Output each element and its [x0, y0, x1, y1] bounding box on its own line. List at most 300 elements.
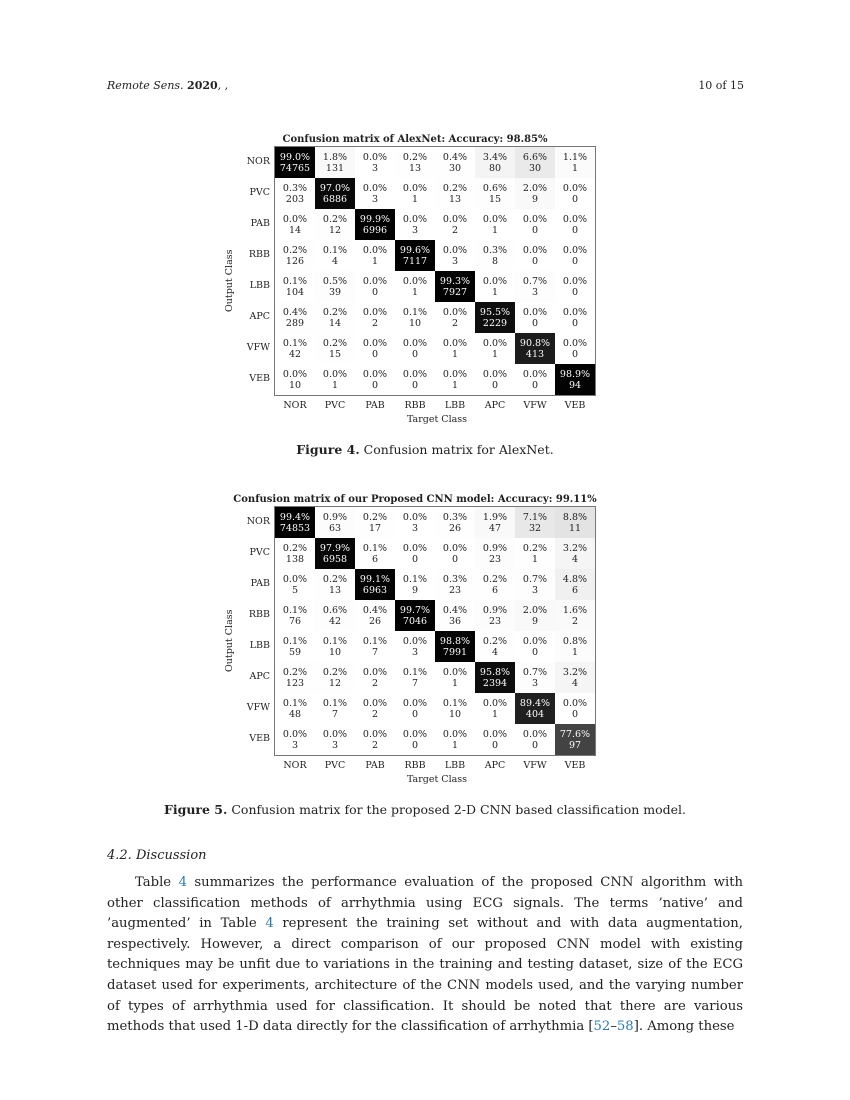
- cell-count: 10: [448, 708, 462, 720]
- cell-count: 12: [328, 224, 342, 236]
- matrix-cell: [315, 302, 355, 333]
- cell-percent: 99.7%: [399, 604, 431, 616]
- matrix-cell: [435, 724, 475, 755]
- cell-count: 0: [571, 348, 579, 360]
- column-label: APC: [484, 400, 506, 411]
- paragraph-text: –: [610, 1019, 617, 1035]
- matrix-cell: [395, 724, 435, 755]
- matrix-cell: [515, 538, 555, 569]
- cell-count: 7046: [402, 615, 428, 627]
- column-label: PAB: [365, 760, 385, 771]
- matrix-cell: [275, 631, 315, 662]
- cell-count: 1: [331, 379, 339, 391]
- cell-count: 2: [371, 739, 379, 751]
- cell-count: 7: [411, 677, 419, 689]
- paragraph-text: Table: [135, 875, 179, 890]
- cell-percent: 0.0%: [522, 368, 548, 380]
- cell-percent: 0.0%: [282, 368, 308, 380]
- cell-percent: 0.0%: [362, 151, 388, 163]
- matrix-cell: [355, 600, 395, 631]
- matrix-cell: [275, 569, 315, 600]
- matrix-cell: [475, 147, 515, 178]
- matrix-cell: [315, 271, 355, 302]
- figure-5-caption: [0, 802, 850, 817]
- cell-percent: 0.0%: [402, 368, 428, 380]
- matrix-cell: [555, 569, 595, 600]
- cell-percent: 0.1%: [282, 337, 308, 349]
- cell-percent: 0.2%: [322, 306, 348, 318]
- cell-count: 2229: [482, 317, 508, 329]
- cell-percent: 1.8%: [322, 151, 348, 163]
- cell-count: 203: [285, 193, 305, 205]
- cell-count: 14: [328, 317, 342, 329]
- caption-text: Confusion matrix for the proposed 2-D CNN based classification model.: [227, 802, 687, 817]
- cell-percent: 0.0%: [322, 368, 348, 380]
- row-label: PAB: [250, 218, 270, 229]
- matrix-cell: [355, 364, 395, 395]
- cell-percent: 0.0%: [522, 306, 548, 318]
- cell-percent: 0.1%: [282, 697, 308, 709]
- matrix-title: Confusion matrix of AlexNet: Accuracy: 98.85%: [282, 134, 548, 145]
- row-label: VEB: [249, 373, 270, 384]
- matrix-cell: [355, 178, 395, 209]
- cell-percent: 0.1%: [402, 666, 428, 678]
- cell-count: 10: [288, 379, 302, 391]
- cell-percent: 0.1%: [402, 306, 428, 318]
- cell-count: 1: [531, 553, 539, 565]
- x-axis-label: Target Class: [406, 414, 468, 425]
- matrix-cell: [435, 600, 475, 631]
- cell-percent: 0.1%: [322, 635, 348, 647]
- cell-count: 0: [531, 646, 539, 658]
- cell-count: 26: [448, 522, 462, 534]
- cell-percent: 0.2%: [482, 635, 508, 647]
- cell-percent: 99.9%: [359, 213, 391, 225]
- cell-percent: 0.3%: [482, 244, 508, 256]
- cell-count: 0: [371, 286, 379, 298]
- matrix-cell: [515, 631, 555, 662]
- cell-percent: 0.0%: [442, 666, 468, 678]
- cell-percent: 0.0%: [562, 275, 588, 287]
- matrix-cell: [435, 302, 475, 333]
- cell-percent: 0.0%: [442, 306, 468, 318]
- cell-count: 3: [411, 224, 419, 236]
- matrix-cell: [315, 693, 355, 724]
- cell-count: 0: [571, 317, 579, 329]
- cell-count: 1: [451, 739, 459, 751]
- cell-count: 63: [328, 522, 342, 534]
- matrix-cell: [435, 178, 475, 209]
- cell-count: 32: [528, 522, 542, 534]
- column-label: LBB: [444, 760, 466, 771]
- column-label: NOR: [283, 760, 307, 771]
- cell-percent: 0.0%: [562, 182, 588, 194]
- matrix-cell: [555, 693, 595, 724]
- matrix-cell: [275, 538, 315, 569]
- cell-count: 3: [371, 193, 379, 205]
- cell-count: 2: [571, 615, 579, 627]
- column-label: NOR: [283, 400, 307, 411]
- matrix-cell: [555, 631, 595, 662]
- cell-count: 1: [491, 708, 499, 720]
- cell-percent: 0.1%: [442, 697, 468, 709]
- cell-count: 138: [285, 553, 305, 565]
- cell-percent: 0.0%: [402, 182, 428, 194]
- cell-count: 15: [488, 193, 502, 205]
- matrix-cell: [475, 507, 515, 538]
- cell-percent: 2.0%: [522, 604, 548, 616]
- matrix-cell: [555, 271, 595, 302]
- matrix-cell: [515, 240, 555, 271]
- matrix-cell: [395, 178, 435, 209]
- cell-count: 3: [411, 522, 419, 534]
- cell-percent: 0.0%: [402, 337, 428, 349]
- matrix-cell: [315, 662, 355, 693]
- column-label: VFW: [523, 400, 547, 411]
- cell-count: 1: [411, 193, 419, 205]
- page-number: 10 of 15: [698, 79, 744, 92]
- matrix-cell: [435, 147, 475, 178]
- cell-count: 12: [328, 677, 342, 689]
- cell-percent: 0.0%: [362, 666, 388, 678]
- cell-count: 6: [571, 584, 579, 596]
- cell-percent: 0.0%: [362, 368, 388, 380]
- cell-percent: 0.3%: [282, 182, 308, 194]
- cell-percent: 0.4%: [442, 604, 468, 616]
- cell-count: 1: [411, 286, 419, 298]
- cell-percent: 0.0%: [522, 728, 548, 740]
- cell-count: 59: [288, 646, 302, 658]
- cell-count: 1: [491, 286, 499, 298]
- cell-percent: 0.2%: [402, 151, 428, 163]
- matrix-cell: [475, 724, 515, 755]
- cell-percent: 98.8%: [439, 635, 471, 647]
- cell-percent: 0.1%: [282, 604, 308, 616]
- matrix-cell: [355, 333, 395, 364]
- cell-percent: 2.0%: [522, 182, 548, 194]
- cell-percent: 0.6%: [482, 182, 508, 194]
- matrix-cell: [355, 724, 395, 755]
- matrix-cell: [555, 240, 595, 271]
- cell-percent: 90.8%: [519, 337, 551, 349]
- section-heading: 4.2. Discussion: [107, 848, 207, 863]
- cell-count: 3: [371, 162, 379, 174]
- cell-percent: 0.1%: [362, 635, 388, 647]
- row-label: NOR: [246, 156, 270, 167]
- cell-percent: 0.0%: [562, 697, 588, 709]
- cell-count: 0: [411, 553, 419, 565]
- cell-percent: 0.6%: [322, 604, 348, 616]
- cell-count: 6: [371, 553, 379, 565]
- cell-percent: 0.0%: [482, 368, 508, 380]
- cell-count: 5: [291, 584, 299, 596]
- cell-percent: 0.0%: [402, 511, 428, 523]
- cell-percent: 97.9%: [319, 542, 351, 554]
- cell-count: 39: [328, 286, 342, 298]
- cell-percent: 6.6%: [522, 151, 548, 163]
- cell-count: 4: [491, 646, 499, 658]
- matrix-cell: [475, 569, 515, 600]
- cell-count: 0: [531, 224, 539, 236]
- cell-count: 15: [328, 348, 342, 360]
- cell-count: 4: [331, 255, 339, 267]
- y-axis-label: Output Class: [224, 249, 235, 312]
- matrix-cell: [275, 271, 315, 302]
- matrix-cell: [395, 507, 435, 538]
- cell-percent: 0.0%: [562, 306, 588, 318]
- matrix-cell: [555, 662, 595, 693]
- matrix-cell: [315, 569, 355, 600]
- cell-count: 3: [531, 677, 539, 689]
- cell-count: 0: [411, 708, 419, 720]
- matrix-cell: [475, 364, 515, 395]
- matrix-cell: [395, 569, 435, 600]
- column-label: VEB: [564, 760, 586, 771]
- cell-percent: 0.0%: [442, 728, 468, 740]
- cell-percent: 0.0%: [282, 728, 308, 740]
- cell-percent: 0.0%: [362, 728, 388, 740]
- matrix-cell: [395, 271, 435, 302]
- discussion-paragraph: [107, 873, 743, 1038]
- cell-count: 1: [491, 348, 499, 360]
- cell-percent: 0.0%: [402, 697, 428, 709]
- cell-percent: 0.2%: [522, 542, 548, 554]
- cell-count: 23: [448, 584, 462, 596]
- matrix-cell: [315, 209, 355, 240]
- row-label: RBB: [248, 249, 270, 260]
- cell-count: 2: [371, 708, 379, 720]
- cell-count: 14: [288, 224, 302, 236]
- cell-percent: 0.0%: [442, 337, 468, 349]
- cell-percent: 0.1%: [362, 542, 388, 554]
- cell-count: 30: [528, 162, 542, 174]
- matrix-cell: [515, 662, 555, 693]
- caption-label: Figure 5.: [163, 802, 228, 817]
- y-axis-label: Output Class: [224, 609, 235, 672]
- cell-percent: 0.2%: [442, 182, 468, 194]
- citation-link[interactable]: 52: [593, 1019, 611, 1035]
- cell-count: 2: [451, 224, 459, 236]
- row-label: APC: [249, 311, 270, 322]
- matrix-cell: [275, 178, 315, 209]
- matrix-cell: [515, 600, 555, 631]
- citation-link[interactable]: 4: [265, 916, 274, 932]
- cell-count: 97: [568, 739, 582, 751]
- cell-count: 0: [571, 193, 579, 205]
- cell-count: 11: [568, 522, 582, 534]
- matrix-cell: [435, 209, 475, 240]
- cell-count: 13: [408, 162, 422, 174]
- cell-percent: 0.0%: [362, 337, 388, 349]
- cell-count: 0: [411, 739, 419, 751]
- cell-percent: 99.3%: [439, 275, 471, 287]
- cell-percent: 0.0%: [522, 244, 548, 256]
- matrix-cell: [475, 209, 515, 240]
- cell-count: 9: [531, 615, 539, 627]
- cell-percent: 3.4%: [482, 151, 508, 163]
- cell-percent: 3.2%: [562, 542, 588, 554]
- matrix-cell: [355, 507, 395, 538]
- cell-count: 3: [531, 286, 539, 298]
- cell-percent: 0.0%: [402, 542, 428, 554]
- row-label: LBB: [249, 640, 270, 651]
- matrix-cell: [515, 693, 555, 724]
- matrix-cell: [315, 507, 355, 538]
- cell-count: 42: [288, 348, 302, 360]
- matrix-cell: [355, 209, 395, 240]
- matrix-cell: [355, 631, 395, 662]
- paragraph-text: summarizes the performance evaluation of the proposed CNN algorithm with other classification methods of arrhythmia using ECG signals. The terms ’native’ and ’augmented’ in Table: [107, 875, 743, 932]
- cell-count: 1: [571, 646, 579, 658]
- row-label: LBB: [249, 280, 270, 291]
- cell-percent: 0.3%: [442, 573, 468, 585]
- cell-percent: 89.4%: [519, 697, 551, 709]
- cell-count: 6: [491, 584, 499, 596]
- matrix-cell: [515, 302, 555, 333]
- cell-percent: 0.2%: [362, 511, 388, 523]
- cell-percent: 0.1%: [282, 635, 308, 647]
- cell-count: 4: [571, 553, 579, 565]
- column-label: PVC: [324, 400, 346, 411]
- cell-percent: 99.1%: [359, 573, 391, 585]
- cell-percent: 99.6%: [399, 244, 431, 256]
- matrix-cell: [355, 147, 395, 178]
- cell-count: 74853: [279, 522, 311, 534]
- matrix-cell: [315, 333, 355, 364]
- row-label: RBB: [248, 609, 270, 620]
- cell-count: 48: [288, 708, 302, 720]
- cell-percent: 0.1%: [322, 244, 348, 256]
- matrix-cell: [515, 364, 555, 395]
- cell-count: 0: [571, 224, 579, 236]
- cell-percent: 0.2%: [282, 542, 308, 554]
- cell-count: 0: [531, 255, 539, 267]
- cell-count: 8: [491, 255, 499, 267]
- matrix-cell: [475, 662, 515, 693]
- cell-percent: 0.7%: [522, 666, 548, 678]
- matrix-cell: [555, 507, 595, 538]
- cell-count: 7: [371, 646, 379, 658]
- row-label: APC: [249, 671, 270, 682]
- matrix-cell: [315, 178, 355, 209]
- cell-percent: 0.9%: [482, 604, 508, 616]
- matrix-cell: [275, 302, 315, 333]
- cell-percent: 0.1%: [282, 275, 308, 287]
- matrix-title: Confusion matrix of our Proposed CNN model: Accuracy: 99.11%: [233, 494, 597, 505]
- column-label: VEB: [564, 400, 586, 411]
- cell-count: 3: [411, 646, 419, 658]
- cell-count: 47: [488, 522, 502, 534]
- cell-count: 2: [451, 317, 459, 329]
- cell-count: 3: [451, 255, 459, 267]
- matrix-cell: [275, 240, 315, 271]
- cell-percent: 0.0%: [482, 697, 508, 709]
- cell-percent: 0.0%: [282, 573, 308, 585]
- matrix-cell: [275, 693, 315, 724]
- cell-count: 289: [285, 317, 305, 329]
- cell-percent: 7.1%: [522, 511, 548, 523]
- cell-percent: 0.0%: [442, 542, 468, 554]
- matrix-cell: [315, 364, 355, 395]
- matrix-cell: [395, 600, 435, 631]
- citation-link[interactable]: 4: [178, 875, 187, 890]
- journal-volume: , ,: [217, 79, 229, 92]
- cell-percent: 0.4%: [362, 604, 388, 616]
- cell-percent: 0.4%: [442, 151, 468, 163]
- matrix-cell: [555, 302, 595, 333]
- cell-percent: 0.2%: [282, 244, 308, 256]
- citation-link[interactable]: 58: [616, 1019, 634, 1035]
- matrix-cell: [515, 271, 555, 302]
- cell-percent: 0.0%: [482, 213, 508, 225]
- matrix-cell: [475, 271, 515, 302]
- row-label: VFW: [246, 702, 270, 713]
- cell-percent: 0.0%: [322, 728, 348, 740]
- matrix-cell: [395, 538, 435, 569]
- matrix-cell: [475, 600, 515, 631]
- row-label: VFW: [246, 342, 270, 353]
- matrix-cell: [355, 302, 395, 333]
- cell-percent: 95.8%: [479, 666, 511, 678]
- cell-count: 2: [371, 677, 379, 689]
- matrix-cell: [475, 302, 515, 333]
- cell-count: 4: [571, 677, 579, 689]
- cell-percent: 0.5%: [322, 275, 348, 287]
- matrix-cell: [475, 631, 515, 662]
- cell-percent: 0.0%: [442, 213, 468, 225]
- cell-count: 0: [571, 255, 579, 267]
- cell-percent: 0.0%: [522, 213, 548, 225]
- cell-count: 10: [328, 646, 342, 658]
- cell-percent: 0.1%: [402, 573, 428, 585]
- cell-count: 7117: [402, 255, 428, 267]
- cell-count: 7991: [442, 646, 468, 658]
- matrix-cell: [355, 240, 395, 271]
- cell-percent: 1.1%: [562, 151, 588, 163]
- row-label: VEB: [249, 733, 270, 744]
- matrix-cell: [515, 507, 555, 538]
- matrix-cell: [275, 724, 315, 755]
- cell-percent: 0.0%: [442, 244, 468, 256]
- cell-percent: 0.7%: [522, 275, 548, 287]
- cell-count: 0: [531, 379, 539, 391]
- matrix-cell: [555, 600, 595, 631]
- matrix-cell: [395, 147, 435, 178]
- cell-count: 76: [288, 615, 302, 627]
- matrix-cell: [275, 333, 315, 364]
- figure-4-caption: [0, 442, 850, 457]
- cell-percent: 98.9%: [559, 368, 591, 380]
- matrix-cell: [435, 631, 475, 662]
- matrix-cell: [395, 662, 435, 693]
- cell-percent: 0.0%: [522, 635, 548, 647]
- matrix-cell: [395, 693, 435, 724]
- cell-percent: 0.0%: [362, 697, 388, 709]
- row-label: NOR: [246, 516, 270, 527]
- cell-percent: 0.9%: [482, 542, 508, 554]
- matrix-cell: [355, 693, 395, 724]
- cell-percent: 0.2%: [482, 573, 508, 585]
- running-header-journal: [107, 79, 228, 92]
- matrix-cell: [555, 178, 595, 209]
- matrix-cell: [475, 538, 515, 569]
- matrix-cell: [395, 364, 435, 395]
- cell-count: 0: [491, 739, 499, 751]
- matrix-cell: [275, 600, 315, 631]
- cell-count: 0: [451, 553, 459, 565]
- matrix-cell: [515, 569, 555, 600]
- cell-count: 2394: [482, 677, 508, 689]
